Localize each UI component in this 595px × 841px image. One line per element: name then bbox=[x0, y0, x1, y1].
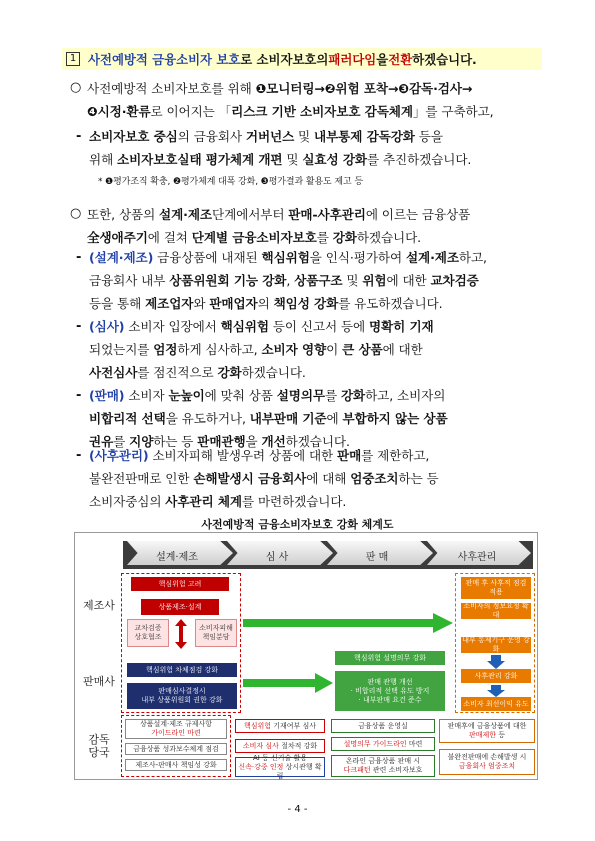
box-risk-review: 핵심위험 기재여부 심사 bbox=[235, 719, 325, 733]
box-responsibility: 제조사-판매사 책임성 강화 bbox=[125, 759, 227, 771]
box-product-design: 상품제조·설계 bbox=[141, 599, 219, 615]
section-header bbox=[62, 48, 542, 70]
bullet-dash: - bbox=[76, 129, 82, 144]
bullet-dash: - bbox=[76, 319, 82, 334]
box-aftercare-mgmt: 사후관리 강화 bbox=[461, 669, 531, 683]
box-best-interest: 소비자 최선이익 유도 bbox=[461, 697, 531, 711]
arrow-down-icon bbox=[487, 685, 505, 697]
box-liability-share: 소비자피해 책임분담 bbox=[195, 619, 237, 647]
arrow-right-icon bbox=[243, 673, 333, 693]
paragraph-2: 소비자보호 중심의 금융회사 거버넌스 및 내부통제 감독강화 등을 위해 소비자보호실태 평가체계 개편 및 실효성 강화를 추진하겠습니다. bbox=[89, 129, 472, 167]
paragraph-review: (심사) 소비자 입장에서 핵심위험 등이 신고서 등에 명확히 기재 되었는지를 엄정하게 심사하고, 소비자 영향이 큰 상품에 대한 사전심사를 점진적으로 강화하겠습니다. bbox=[89, 319, 434, 380]
bullet-dash: - bbox=[76, 250, 82, 265]
stage-review: 심 사 bbox=[265, 551, 289, 563]
diagram-title: 사전예방적 금융소비자보호 강화 체계도 bbox=[201, 518, 394, 531]
box-explain-guideline: 설명의무 가이드라인 마련 bbox=[331, 737, 435, 751]
box-internal-control: 내부 통제기구 운영 강화 bbox=[462, 636, 530, 653]
box-risk-check: 핵심위험 차체점검 강화 bbox=[127, 663, 237, 677]
stage-sales: 판 매 bbox=[365, 551, 389, 563]
box-ai-review: AI 등 신기술 활용 신속·강중 인정 상시관행 확립 bbox=[235, 757, 325, 777]
stage-design: 설계·제조 bbox=[156, 551, 198, 563]
box-core-risk: 핵심위험 고려 bbox=[131, 577, 229, 591]
box-cross-verify: 교차검증 상호협조 bbox=[127, 619, 169, 647]
header-text-4: 을 bbox=[376, 52, 389, 67]
arrow-right-icon bbox=[243, 613, 453, 633]
header-text-5: 전환 bbox=[388, 52, 413, 67]
footnote: * ❶평가조직 확충, ❷평가체계 대폭 강화, ❸평가결과 활용도 제고 등 bbox=[98, 177, 363, 187]
box-sales-limit: 판매후에 금융상품에 대한 판매제한 등 bbox=[439, 719, 535, 743]
framework-diagram bbox=[74, 532, 538, 780]
box-post-check: 판매 후 사후적 점검 적용 bbox=[461, 577, 531, 599]
double-arrow-icon bbox=[173, 619, 189, 649]
box-info-request: 소비자의 정보요청 확대 bbox=[461, 603, 531, 619]
section-number: 1 bbox=[66, 52, 80, 66]
paragraph-aftercare: (사후관리) 소비자피해 발생우려 상품에 대한 판매를 제한하고, 불완전판매로 인한 손해발생시 금융회사에 대해 엄중조치하는 등 소비자중심의 사후관리 체계를 마련하겠습니다. bbox=[89, 448, 439, 509]
box-incentive-check: 금융상품 성과보수체계 점검 bbox=[125, 743, 227, 755]
bullet-dash: - bbox=[76, 448, 82, 463]
bullet-circle: ○ bbox=[70, 206, 82, 221]
paragraph-design: (설계·제조) 금융상품에 내재된 핵심위험을 인식·평가하여 설계·제조하고, 금융회사 내부 상품위원회 기능 강화, 상품구조 및 위험에 대한 교차검증 등을 통해 제조업자와 판매업자의 책임성 강화를 유도하겠습니다. bbox=[89, 250, 487, 311]
row-label-regulator: 감독 당국 bbox=[79, 733, 119, 759]
row-label-seller: 판매사 bbox=[79, 673, 119, 689]
header-text-1: 사전예방적 금융소비자 보호 bbox=[88, 52, 241, 67]
paragraph-3: 또한, 상품의 설계·제조단계에서부터 판매-사후관리에 이르는 금융상품 全생애주기에 걸쳐 단계별 금융소비자보호를 강화하겠습니다. bbox=[87, 207, 471, 245]
bullet-circle: ○ bbox=[70, 80, 82, 95]
stage-bar bbox=[123, 541, 533, 569]
box-product-office: 금융상품 운영실 bbox=[331, 719, 435, 733]
paragraph-sales: (판매) 소비자 눈높이에 맞춰 상품 설명의무를 강화하고, 소비자의 비합리적 선택을 유도하거나, 내부판매 기준에 부합하지 않는 상품 권유를 지양하는 등 판매관행을 개선하겠습니다. bbox=[89, 388, 448, 449]
arrow-down-icon bbox=[487, 655, 505, 669]
stage-aftercare: 사후관리 bbox=[457, 551, 497, 563]
header-text-2: 로 소비자보호의 bbox=[240, 52, 329, 67]
box-committee: 판매심사결정시 내부 상품위원회 권한 강화 bbox=[127, 683, 237, 709]
box-sales-practice: 판매 관행 개선 · 비합리적 선택 유도 방지 · 내부판매 요건 준수 bbox=[335, 671, 445, 711]
box-explain-duty: 핵심위험 설명의무 강화 bbox=[335, 651, 445, 665]
box-strict-action: 불완전판매에 손해발생 시 금융회사 엄중조치 bbox=[439, 749, 535, 775]
paragraph-1: 사전예방적 소비자보호를 위해 ❶모니터링→❷위험 포착→❸감독·검사→ ❹시정·환류로 이어지는 「리스크 기반 소비자보호 감독체계」를 구축하고, bbox=[87, 81, 494, 119]
bullet-dash: - bbox=[76, 388, 82, 403]
box-dark-pattern: 온라인 금융상품 판매 시 다크패턴 관련 소비자보호 bbox=[331, 755, 435, 777]
header-text-6: 하겠습니다. bbox=[412, 52, 477, 67]
box-consumer-review: 소비자 심사 절차적 강화 bbox=[235, 739, 325, 753]
row-label-manufacturer: 제조사 bbox=[79, 597, 119, 613]
box-guideline: 상품설계·제조 규제사항 가이드라인 마련 bbox=[125, 719, 227, 739]
header-text-3: 패러다임 bbox=[328, 52, 377, 67]
page-number: - 4 - bbox=[287, 804, 308, 815]
